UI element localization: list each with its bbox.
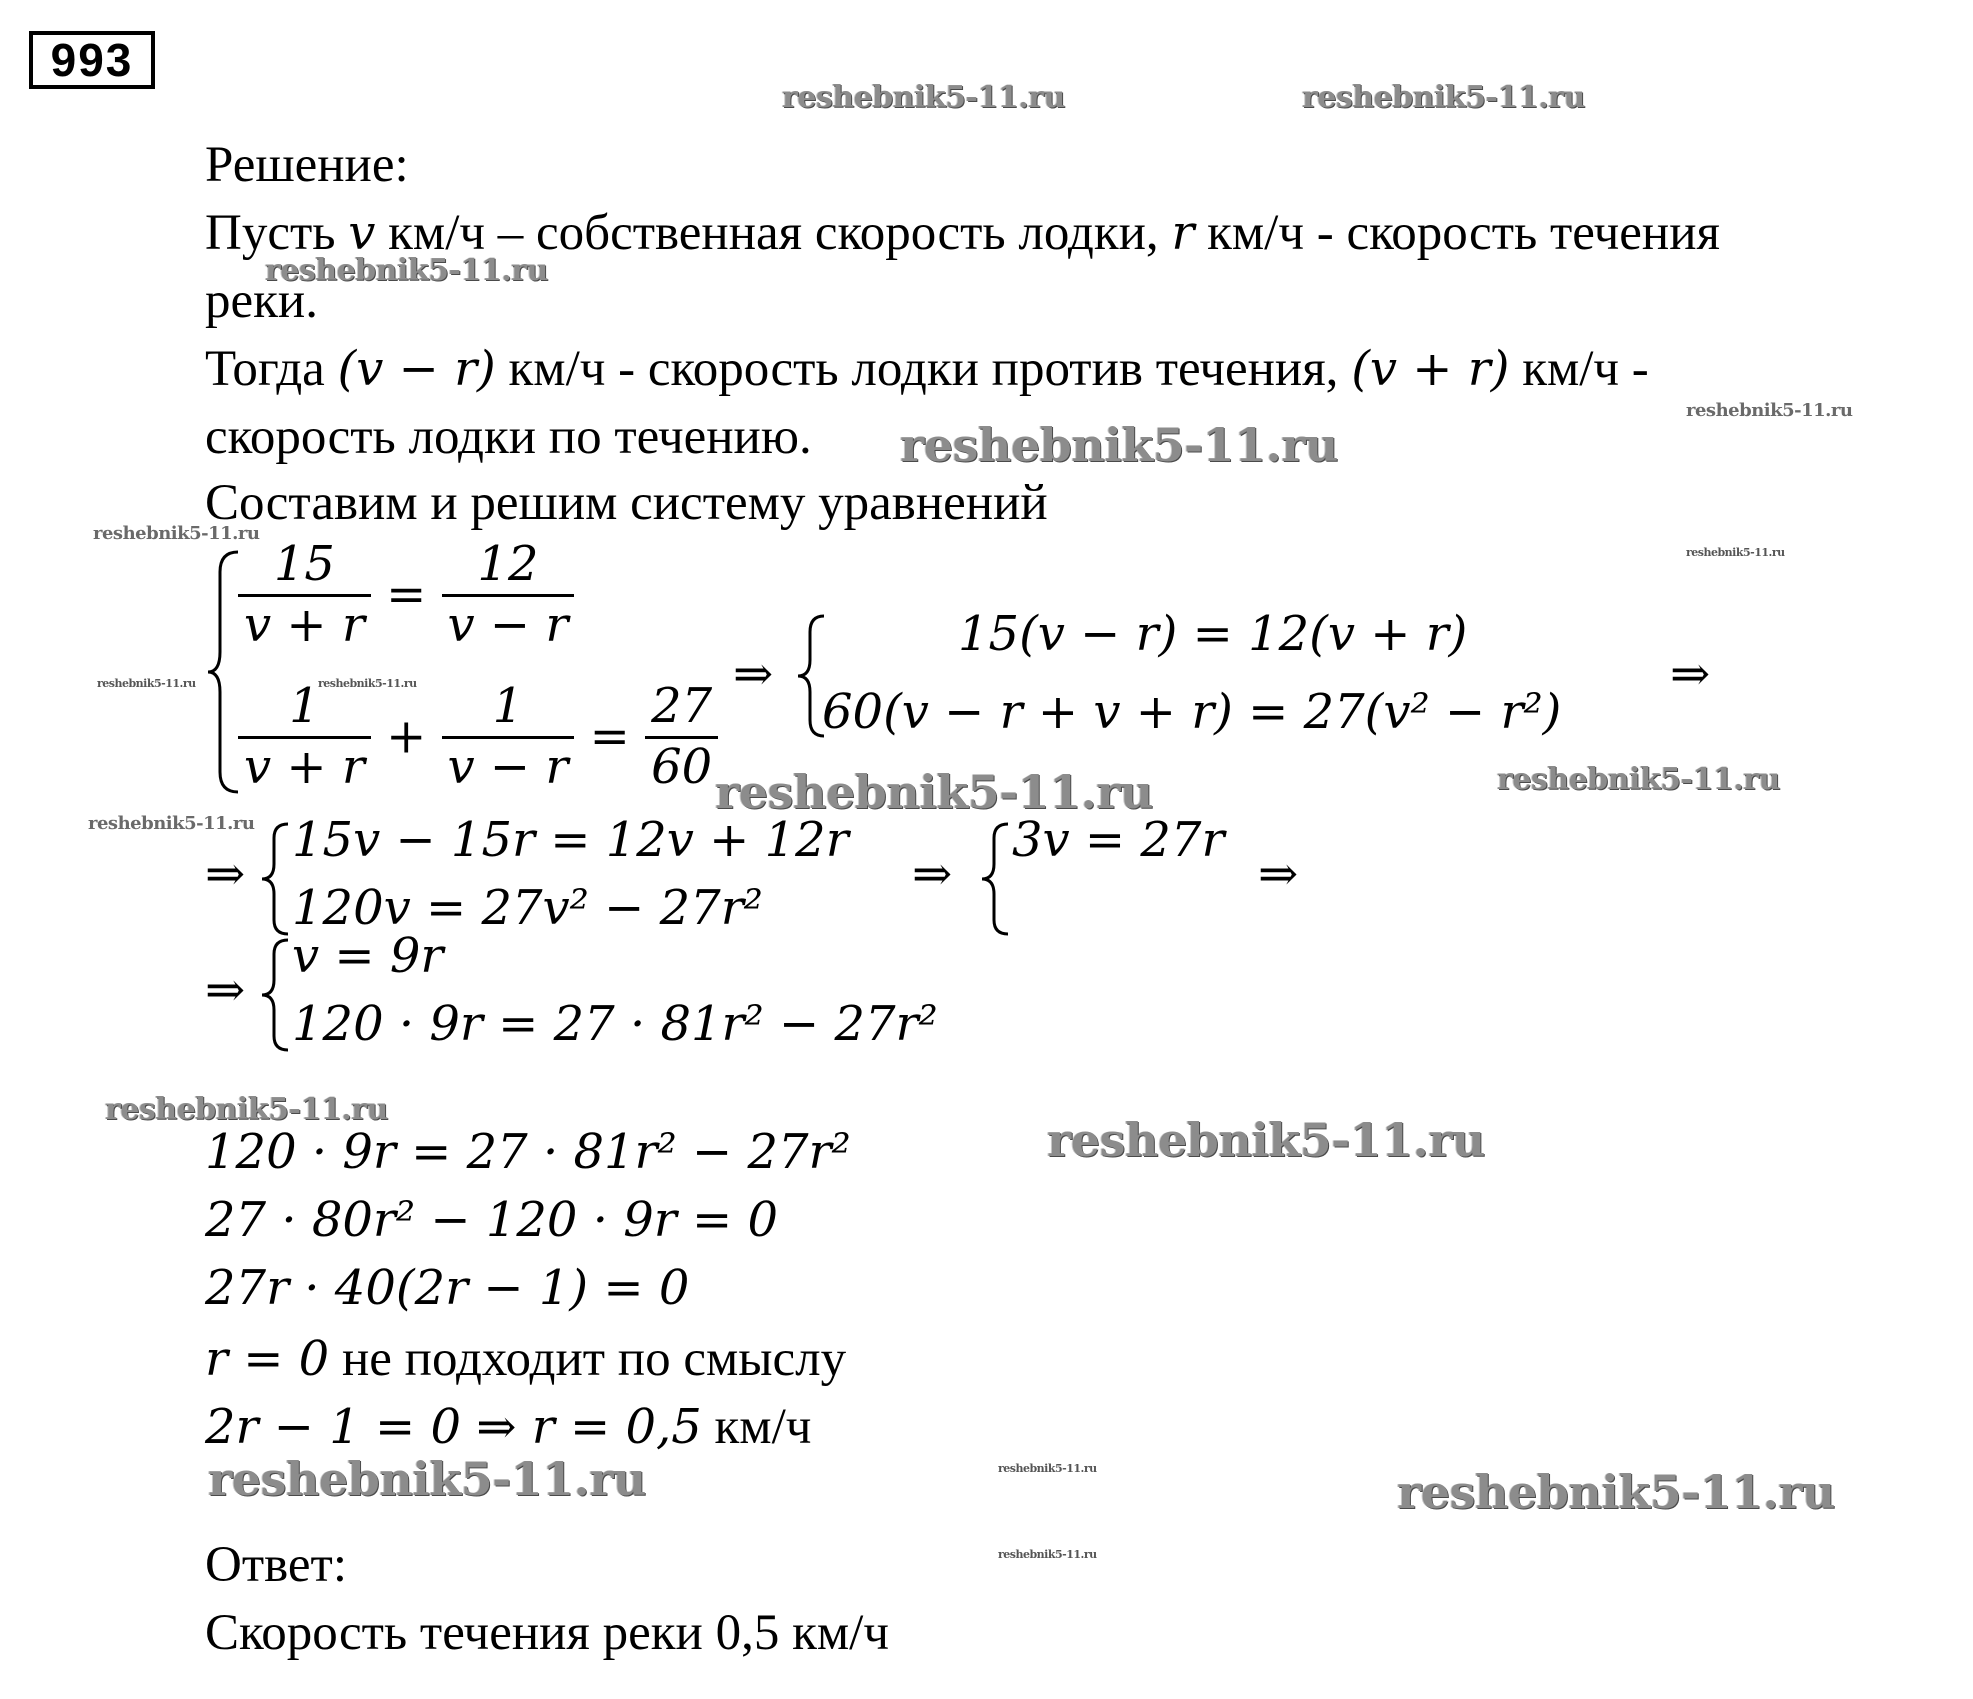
answer-label: Ответ:	[205, 1537, 347, 1593]
solution-label: Решение:	[205, 137, 409, 193]
implies-arrow: ⇒	[1258, 846, 1299, 902]
watermark: reshebnik5-11.ru	[105, 1092, 388, 1127]
step-line: 27 · 80r² − 120 · 9r = 0	[205, 1192, 778, 1248]
intro-line-2: реки.	[205, 273, 318, 329]
watermark: reshebnik5-11.ru	[265, 253, 548, 288]
system5-eq2: 120 · 9r = 27 · 81r² − 27r²	[292, 996, 938, 1052]
answer-text: Скорость течения реки 0,5 км/ч	[205, 1605, 889, 1661]
watermark: reshebnik5-11.ru	[208, 1452, 646, 1506]
system3-eq2: 120v = 27v² − 27r²	[292, 880, 763, 936]
watermark: reshebnik5-11.ru	[715, 765, 1153, 819]
implies-arrow: ⇒	[912, 846, 953, 902]
system1-eq1: $\frac{15}{v + r}$ = $\frac{12}{v - r}$	[238, 540, 574, 649]
watermark: reshebnik5-11.ru	[1047, 1113, 1485, 1167]
system3-eq1: 15v − 15r = 12v + 12r	[292, 812, 849, 868]
watermark: reshebnik5-11.ru	[88, 813, 255, 834]
step-line: 120 · 9r = 27 · 81r² − 27r²	[205, 1124, 851, 1180]
step-line: 27r · 40(2r − 1) = 0	[205, 1260, 690, 1316]
left-brace	[210, 548, 240, 796]
system4-eq1: 3v = 27r	[1012, 812, 1225, 868]
problem-number: 993	[29, 31, 155, 89]
watermark: reshebnik5-11.ru	[1497, 762, 1780, 797]
watermark: reshebnik5-11.ru	[93, 523, 260, 544]
watermark: reshebnik5-11.ru	[782, 80, 1065, 115]
implies-arrow: ⇒	[733, 646, 774, 702]
intro-line-4: скорость лодки по течению.	[205, 409, 812, 465]
left-brace	[262, 936, 290, 1054]
step-line: r = 0 не подходит по смыслу	[205, 1331, 847, 1387]
watermark: reshebnik5-11.ru	[318, 677, 417, 690]
watermark: reshebnik5-11.ru	[998, 1462, 1097, 1475]
watermark: reshebnik5-11.ru	[1302, 80, 1585, 115]
implies-arrow: ⇒	[205, 962, 246, 1018]
system2-eq1: 15(v − r) = 12(v + r)	[958, 606, 1468, 662]
system2-eq2: 60(v − r + v + r) = 27(v² − r²)	[822, 684, 1562, 740]
system1-eq2: $\frac{1}{v + r}$ + $\frac{1}{v - r}$ = $\frac{27}{60}$	[238, 682, 718, 791]
watermark: reshebnik5-11.ru	[1397, 1465, 1835, 1519]
watermark: reshebnik5-11.ru	[1686, 400, 1853, 421]
watermark: reshebnik5-11.ru	[998, 1548, 1097, 1561]
system5-eq1: v = 9r	[292, 928, 444, 984]
implies-arrow: ⇒	[205, 846, 246, 902]
step-line: 2r − 1 = 0 ⇒ r = 0,5 км/ч	[205, 1399, 812, 1455]
intro-line-5: Составим и решим систему уравнений	[205, 475, 1048, 531]
watermark: reshebnik5-11.ru	[900, 418, 1338, 472]
left-brace	[262, 820, 290, 938]
implies-arrow: ⇒	[1670, 646, 1711, 702]
intro-line-1: Пусть v км/ч – собственная скорость лодки, r км/ч - скорость течения	[205, 205, 1720, 261]
watermark: reshebnik5-11.ru	[97, 677, 196, 690]
intro-line-3: Тогда (v − r) км/ч - скорость лодки против течения, (v + r) км/ч -	[205, 341, 1649, 397]
watermark: reshebnik5-11.ru	[1686, 546, 1785, 559]
left-brace	[982, 820, 1010, 938]
